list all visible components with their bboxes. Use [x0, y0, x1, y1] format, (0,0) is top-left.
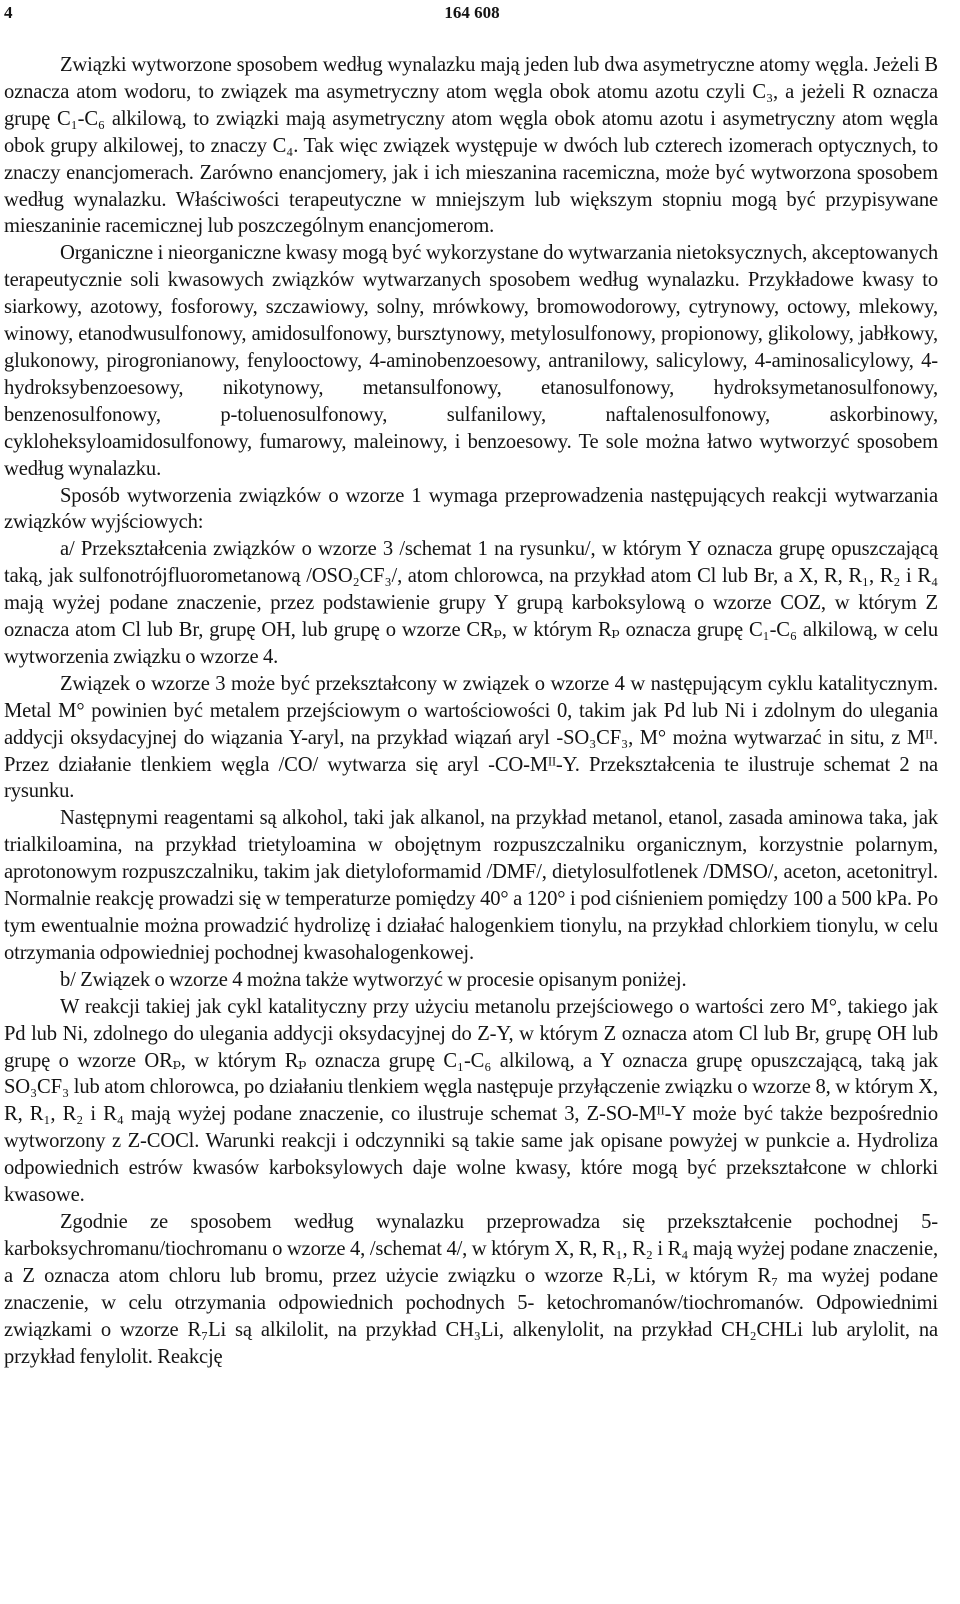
paragraph: Związki wytworzone sposobem według wynalazku mają jeden lub dwa asymetryczne atomy węgla. Jeżeli B oznacza atom wodoru, to związek ma asymetryczny atom węgla obok atomu azotu czyli C₃, a jeżeli R oznacza grupę C₁-C₆ alkilową, to związki mają asymetryczny atom węgla obok atomu azotu i asymetryczny atom węgla obok grupy alkilowej, to znaczy C₄. Tak więc związek występuje w dwóch lub czterech izomerach optycznych, to znaczy enancjomerach. Zarówno enancjomery, jak i ich mieszanina racemiczna, może być wytworzona sposobem według wynalazku. Właściwości terapeutyczne w mniejszym lub większym stopniu mogą być przypisywane mieszaninie racemicznej lub poszczególnym enancjomerom. [4, 54, 938, 238]
paragraph: Zgodnie ze sposobem według wynalazku przeprowadza się przekształcenie pochodnej 5-karboksychromanu/tiochromanu o wzorze 4, /schemat 4/, w którym X, R, R₁, R₂ i R₄ mają wyżej podane znaczenie, a Z oznacza atom chloru lub bromu, przez użycie związku o wzorze R₇Li, w którym R₇ ma wyżej podane znaczenie, w celu otrzymania odpowiednich pochodnych 5- ketochromanów/tiochromanów. Odpowiednimi związkami o wzorze R₇Li są alkilolit, na przykład CH₃Li, alkenylolit, na przykład CH₂CHLi lub arylolit, na przykład fenylolit. Reakcję [4, 1210, 938, 1368]
paragraph: b/ Związek o wzorze 4 można także wytworzyć w procesie opisanym poniżej. [60, 968, 687, 991]
patent-number: 164 608 [444, 3, 500, 22]
paragraph: Sposób wytworzenia związków o wzorze 1 wymaga przeprowadzenia następujących reakcji wytwarzania związków wyjściowych: [4, 484, 938, 534]
paragraph: W reakcji takiej jak cykl katalityczny przy użyciu metanolu przejściowego o wartości zero M°, takiego jak Pd lub Ni, zdolnego do ulegania addycji oksydacyjnej do Z-Y, w którym Z oznacza atom Cl lub Br, grupę OH lub grupę o wzorze ORₚ, w którym Rₚ oznacza grupę C₁-C₆ alkilową, a Y oznacza grupę opuszczającą, taką jak SO₃CF₃ lub atom chlorowca, po działaniu tlenkiem węgla następuje przyłączenie związku o wzorze 8, w którym X, R, R₁, R₂ i R₄ mają wyżej podane znaczenie, co ilustruje schemat 3, Z-SO-Mᴵᴵ-Y może być także bezpośrednio wytworzony z Z-COCl. Warunki reakcji i odczynniki są takie same jak opisane powyżej w punkcie a. Hydroliza odpowiednich estrów kwasów karboksylowych daje wolne kwasy, które mogą być przekształcone w chlorki kwasowe. [4, 995, 938, 1207]
paragraph: Następnymi reagentami są alkohol, taki jak alkanol, na przykład metanol, etanol, zasada aminowa taka, jak trialkiloamina, na przykład trietyloamina w obojętnym rozpuszczalniku organicznym, korzystnie polarnym, aprotonowym rozpuszczalniku, takim jak dietyloformamid /DMF/, dietylosulfotlenek /DMSO/, aceton, acetonitryl. Normalnie reakcję prowadzi się w temperaturze pomiędzy 40° a 120° i pod ciśnieniem pomiędzy 100 a 500 kPa. Po tym ewentualnie można prowadzić hydrolizę i działać halogenkiem tionylu, na przykład chlorkiem tionylu, w celu otrzymania odpowiedniej pochodnej kwasohalogenkowej. [4, 807, 938, 964]
body-text [4, 52, 938, 1370]
paragraph: Związek o wzorze 3 może być przekształcony w związek o wzorze 4 w następującym cyklu katalitycznym. Metal M° powinien być metalem przejściowym o wartościowości 0, takim jak Pd lub Ni i zdolnym do ulegania addycji oksydacyjnej do wiązania Y-aryl, na przykład wiązań aryl -SO₃CF₃, M° można wytwarzać in situ, z Mᴵᴵ. Przez działanie tlenkiem węgla /CO/ wytwarza się aryl -CO-Mᴵᴵ-Y. Przekształcenia te ilustruje schemat 2 na rysunku. [4, 672, 938, 803]
paragraph: a/ Przekształcenia związków o wzorze 3 /schemat 1 na rysunku/, w którym Y oznacza grupę opuszczającą taką, jak sulfonotrójfluorometanową /OSO₂CF₃/, atom chlorowca, na przykład atom Cl lub Br, a X, R, R₁, R₂ i R₄ mają wyżej podane znaczenie, przez podstawienie grupy Y grupą karboksylową o wzorze COZ, w którym Z oznacza atom Cl lub Br, grupę OH, lub grupę o wzorze CRₚ, w którym Rₚ oznacza grupę C₁-C₆ alkilową, w celu wytworzenia związku o wzorze 4. [4, 538, 938, 668]
page-number: 4 [4, 3, 13, 22]
page-header [4, 0, 940, 34]
paragraph: Organiczne i nieorganiczne kwasy mogą być wykorzystane do wytwarzania nietoksycznych, akceptowanych terapeutycznie soli kwasowych związków wytwarzanych sposobem według wynalazku. Przykładowe kwasy to siarkowy, azotowy, fosforowy, szczawiowy, solny, mrówkowy, bromowodorowy, cytrynowy, octowy, mlekowy, winowy, etanodwusulfonowy, amidosulfonowy, bursztynowy, metylosulfonowy, propionowy, glikolowy, jabłkowy, glukonowy, pirogronianowy, fenylooctowy, 4-aminobenzoesowy, antranilowy, salicylowy, 4-aminosalicylowy, 4-hydroksybenzoesowy, nikotynowy, metansulfonowy, etanosulfonowy, hydroksymetanosulfonowy, benzenosulfonowy, p-toluenosulfonowy, sulfanilowy, naftalenosulfonowy, askorbinowy, cykloheksyloamidosulfonowy, fumarowy, maleinowy, i benzoesowy. Te sole można łatwo wytworzyć sposobem według wynalazku. [4, 242, 938, 480]
patent-page [4, 0, 940, 1604]
